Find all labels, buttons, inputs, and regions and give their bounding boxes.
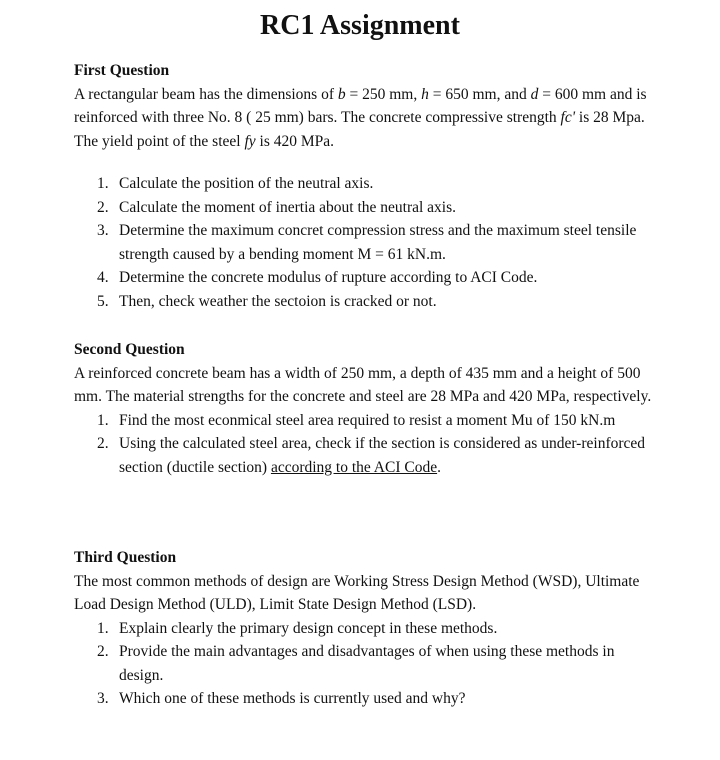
third-question-intro: The most common methods of design are Working Stress Design Method (WSD), Ultimate Load Design Method (ULD), Limit State Design Method (LSD). <box>74 572 640 613</box>
third-question-section <box>74 546 654 711</box>
item-number: 2. <box>97 198 109 216</box>
item-number: 4. <box>97 269 109 286</box>
h-value: = 650 mm, and <box>428 85 531 103</box>
d-value: = <box>538 85 551 103</box>
list-item <box>74 640 654 687</box>
list-item <box>74 687 654 711</box>
item-number: 1. <box>97 411 109 429</box>
second-question-section <box>74 338 654 479</box>
first-question-heading: First Question <box>74 62 170 79</box>
item-text: Provide the main advantages and disadvantages of when using these methods in design. <box>119 643 615 684</box>
item-text: Calculate the moment of inertia about the neutral axis. <box>119 198 457 216</box>
var-b: b <box>337 85 346 103</box>
first-question-section <box>74 59 654 313</box>
item-text: Determine the maximum concret compression stress and the maximum steel tensile strength caused by a bending moment M = 61 kN.m. <box>119 222 637 263</box>
item-text: Then, check weather the sectoion is cracked or not. <box>119 292 437 310</box>
item-text: Explain clearly the primary design concept in these methods. <box>119 619 498 637</box>
item-text: Determine the concrete modulus of rupture according to ACI Code. <box>119 269 538 286</box>
intro-line-2: 600 mm and is reinforced with three No. 8 ( 25 mm) bars. The concrete <box>74 85 647 126</box>
intro-line-3c: is 420 MPa. <box>255 132 335 150</box>
item-number: 3. <box>97 690 109 707</box>
aci-code-link-text: according to the ACI Code <box>270 458 438 476</box>
var-h: h <box>421 85 429 103</box>
item-number: 3. <box>97 222 109 239</box>
intro-line-1: A rectangular beam has the dimensions of <box>74 85 338 103</box>
item-number: 2. <box>97 435 109 452</box>
first-question-intro <box>74 83 654 154</box>
var-d: d <box>530 85 539 103</box>
item-text: Which one of these methods is currently used and why? <box>119 690 466 707</box>
page-title: RC1 Assignment <box>260 10 460 41</box>
list-item <box>74 219 654 266</box>
list-item <box>74 196 654 220</box>
b-value: = 250 mm, <box>345 85 422 103</box>
list-item <box>74 266 654 290</box>
item-text-end: . <box>437 458 441 476</box>
third-question-list <box>74 617 654 711</box>
item-number: 1. <box>97 619 109 637</box>
first-question-list <box>74 172 654 313</box>
second-question-intro: A reinforced concrete beam has a width of 250 mm, a depth of 435 mm and a height of 500 mm. The material strengths for the concrete and steel are 28 MPa and 420 MPa, respectively. <box>74 364 652 405</box>
item-number: 2. <box>97 643 109 660</box>
list-item <box>74 172 654 196</box>
item-number: 5. <box>97 292 109 310</box>
item-text: Calculate the position of the neutral axis. <box>119 175 374 192</box>
var-fc: fc' <box>560 109 576 126</box>
list-item <box>74 409 654 433</box>
var-fy: fy <box>244 132 256 150</box>
item-number: 1. <box>97 175 109 192</box>
second-question-list <box>74 409 654 480</box>
second-question-heading: Second Question <box>74 341 185 358</box>
intro-line-3a: compressive strength <box>425 109 561 126</box>
item-text: Using the calculated steel area, check if the section is considered as under-reinforced section (ductile section) <box>119 435 646 476</box>
intro-line-3b: is 28 Mpa. The yield point of the steel <box>74 109 645 150</box>
list-item <box>74 617 654 641</box>
list-item <box>74 432 654 479</box>
item-text: Find the most econmical steel area required to resist a moment Mu of 150 kN.m <box>119 411 616 429</box>
third-question-heading: Third Question <box>74 549 177 566</box>
list-item <box>74 290 654 314</box>
